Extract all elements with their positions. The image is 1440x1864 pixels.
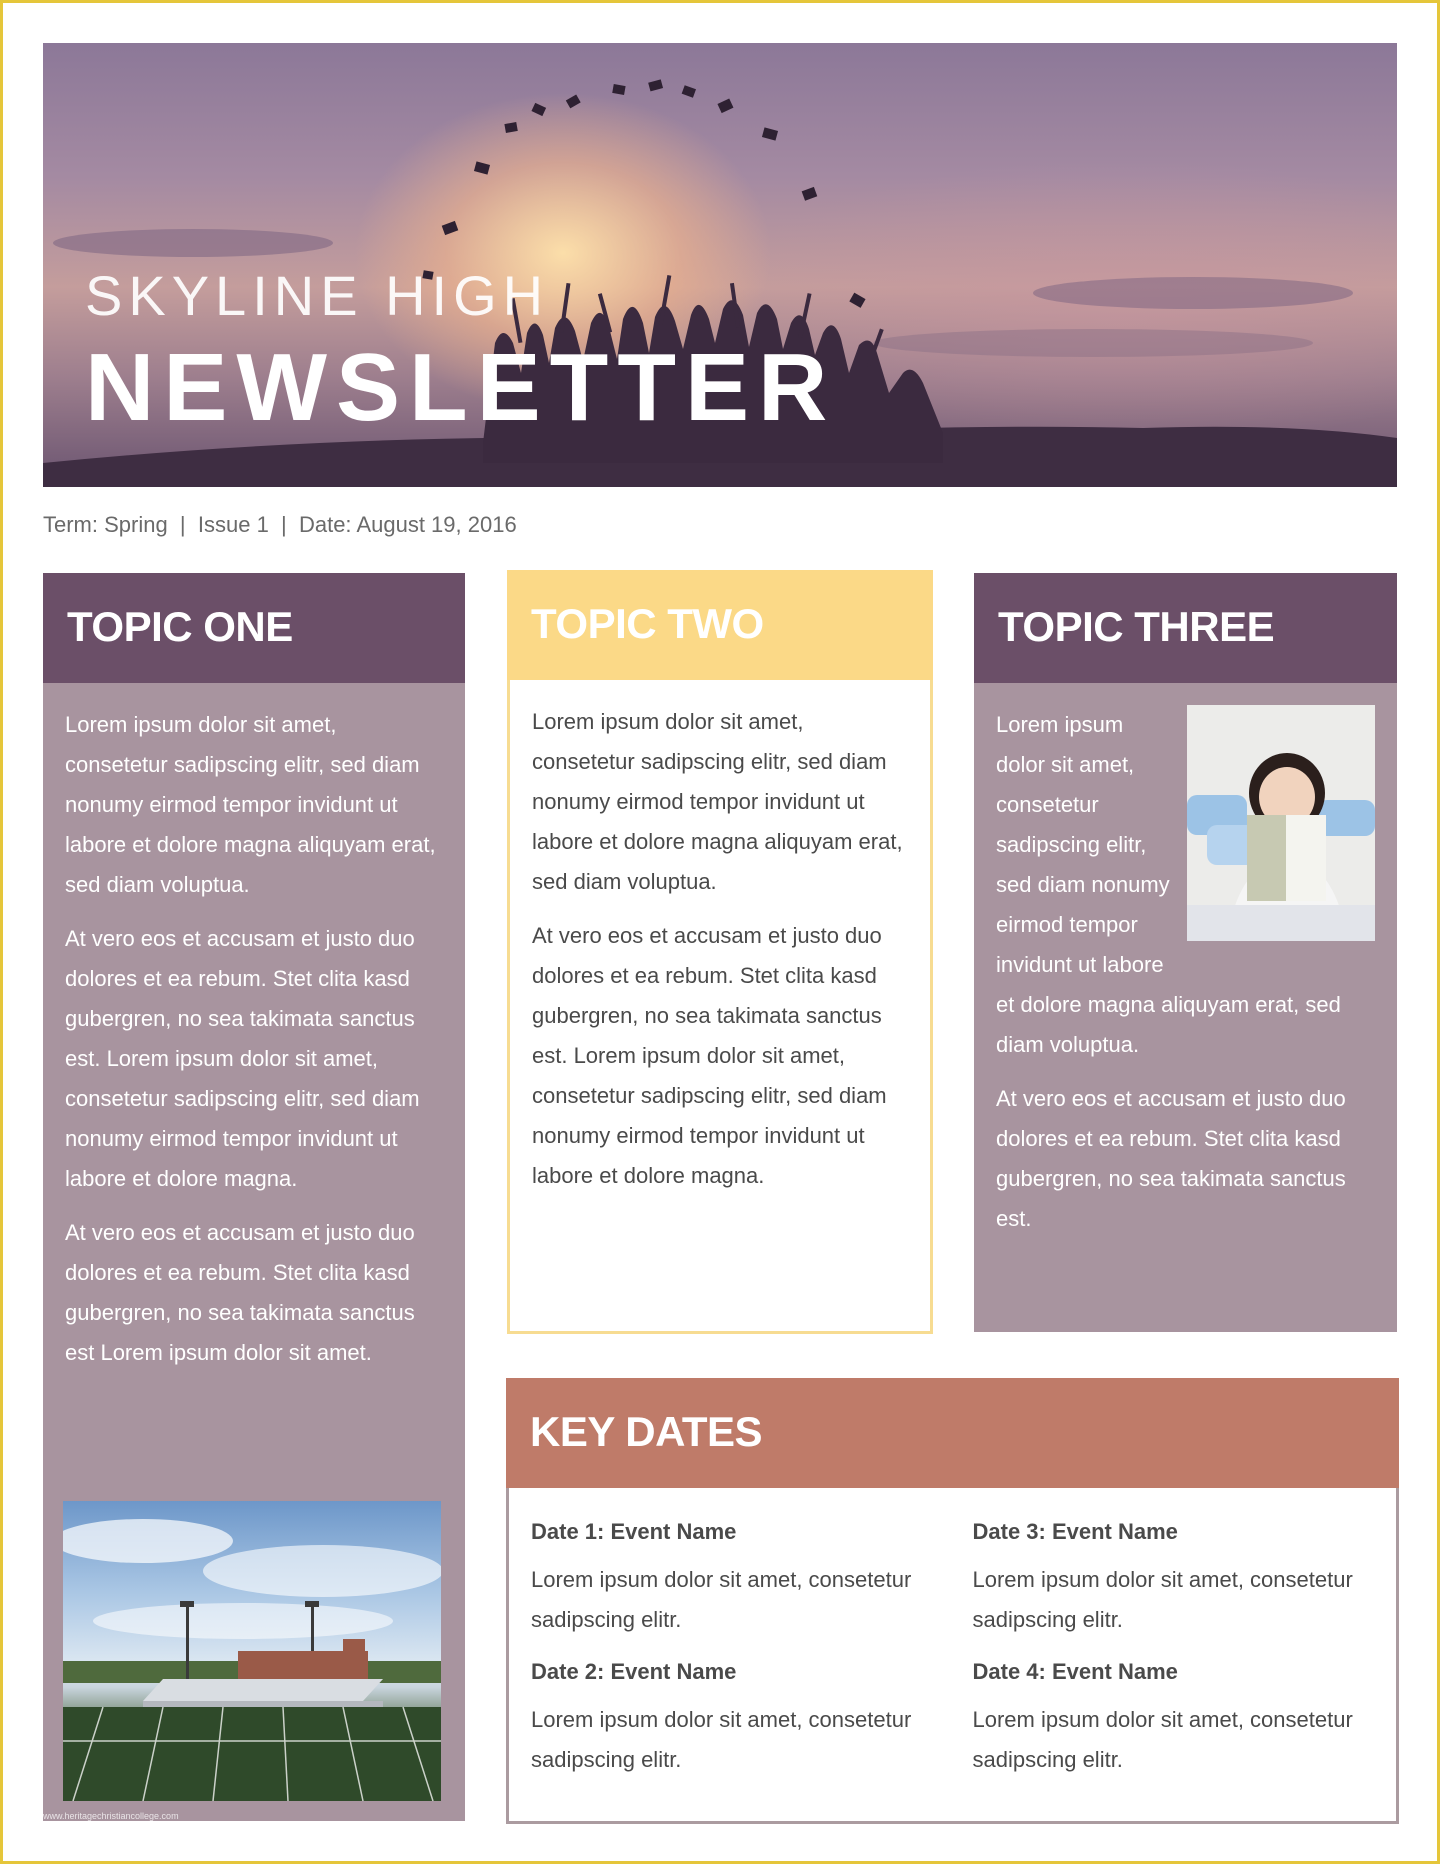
photo-credit: www.heritagechristiancollege.com <box>43 1811 179 1821</box>
topic-three-heading: TOPIC THREE <box>974 573 1397 683</box>
topic-one-paragraph: At vero eos et accusam et justo duo dolores et ea rebum. Stet clita kasd gubergren, no sea takimata sanctus est. Lorem ipsum dolor sit amet, consetetur sadipscing elitr, sed diam nonumy eirmod tempor invidunt ut labore et dolore magna. <box>65 926 420 1191</box>
key-date-title: Date 4: Event Name <box>972 1659 1178 1684</box>
key-date-title: Date 2: Event Name <box>531 1659 737 1684</box>
topic-one-paragraph: Lorem ipsum dolor sit amet, consetetur sadipscing elitr, sed diam nonumy eirmod tempor invidunt ut labore et dolore magna aliquyam erat, sed diam voluptua. <box>65 712 436 897</box>
topic-three-paragraph: At vero eos et accusam et justo duo dolores et ea rebum. Stet clita kasd gubergren, no sea takimata sanctus est. <box>996 1086 1346 1231</box>
key-date-title: Date 1: Event Name <box>531 1519 737 1544</box>
key-date-text: Lorem ipsum dolor sit amet, consetetur sadipscing elitr. <box>972 1707 1353 1772</box>
topic-three-body <box>974 683 1397 1275</box>
key-date-item <box>531 1646 933 1786</box>
key-date-item <box>531 1506 933 1646</box>
key-date-text: Lorem ipsum dolor sit amet, consetetur sadipscing elitr. <box>972 1567 1353 1632</box>
topic-one-body <box>43 683 465 1409</box>
key-date-item <box>973 1506 1375 1646</box>
stadium-photo <box>63 1501 441 1801</box>
topic-one-heading: TOPIC ONE <box>43 573 465 683</box>
key-date-text: Lorem ipsum dolor sit amet, consetetur sadipscing elitr. <box>531 1567 912 1632</box>
topic-one-paragraph: At vero eos et accusam et justo duo dolores et ea rebum. Stet clita kasd gubergren, no sea takimata sanctus est Lorem ipsum dolor sit amet. <box>65 1220 415 1365</box>
topic-two-paragraph: Lorem ipsum dolor sit amet, consetetur sadipscing elitr, sed diam nonumy eirmod tempor invidunt ut labore et dolore magna aliquyam erat, sed diam voluptua. <box>532 709 903 894</box>
student-photo <box>1187 705 1375 941</box>
key-date-title: Date 3: Event Name <box>972 1519 1178 1544</box>
hero-banner <box>43 43 1397 487</box>
topic-two-paragraph: At vero eos et accusam et justo duo dolores et ea rebum. Stet clita kasd gubergren, no sea takimata sanctus est. Lorem ipsum dolor sit amet, consetetur sadipscing elitr, sed diam nonumy eirmod tempor invidunt ut labore et dolore magna. <box>532 923 887 1188</box>
key-date-item <box>973 1646 1375 1786</box>
key-dates-card <box>506 1378 1399 1824</box>
key-dates-heading: KEY DATES <box>506 1378 1399 1488</box>
hero-title: NEWSLETTER <box>85 334 837 441</box>
topic-two-body <box>510 680 930 1232</box>
topic-two-heading: TOPIC TWO <box>507 570 933 680</box>
issue-meta: Term: Spring | Issue 1 | Date: August 19, 2016 <box>43 512 517 537</box>
key-date-text: Lorem ipsum dolor sit amet, consetetur sadipscing elitr. <box>531 1707 912 1772</box>
hero-subtitle: SKYLINE HIGH <box>85 264 550 327</box>
topic-one-card <box>43 573 465 1821</box>
topic-three-card <box>974 573 1397 1332</box>
topic-three-paragraph: Lorem ipsum dolor sit amet, consetetur sadipscing elitr, sed diam nonumy eirmod tempor invidunt ut labore et dolore magna aliquyam erat, sed diam voluptua. <box>996 712 1341 1057</box>
topic-two-card <box>507 570 933 1334</box>
key-dates-grid <box>509 1488 1396 1786</box>
